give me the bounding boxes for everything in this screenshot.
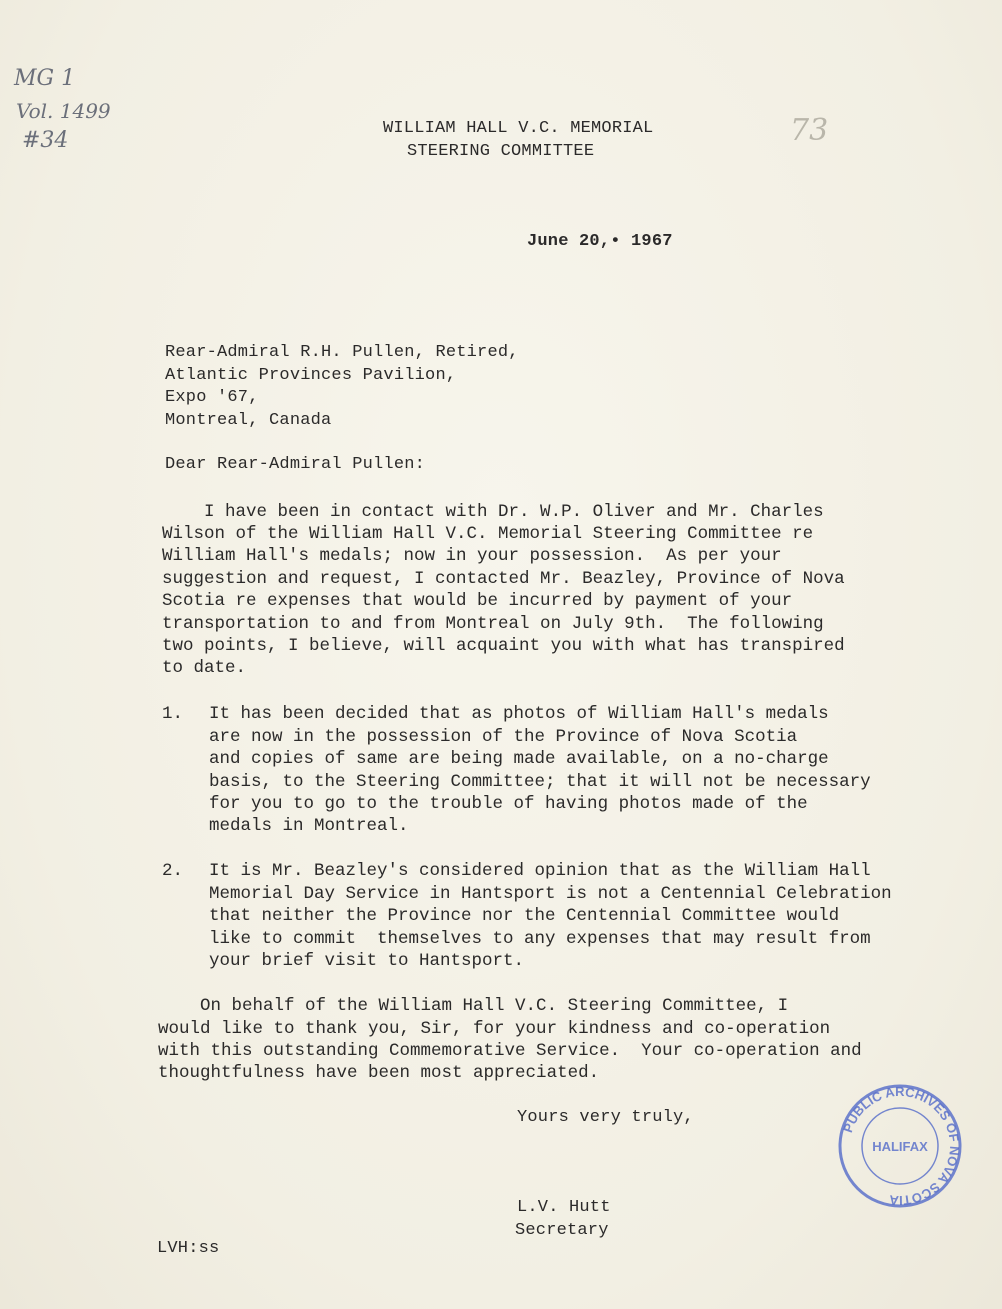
point-line: that neither the Province nor the Centennial Committee would (209, 906, 840, 926)
point-line: like to commit themselves to any expenses that may result from (209, 929, 871, 949)
paragraph-line: would like to thank you, Sir, for your kindness and co-operation (158, 1019, 831, 1039)
paragraph-line: two points, I believe, will acquaint you with what has transpired (162, 636, 845, 656)
valediction: Yours very truly, (517, 1108, 694, 1127)
point-line: It is Mr. Beazley's considered opinion that as the William Hall (209, 861, 871, 881)
point-number: 2. (162, 861, 184, 881)
signer-title: Secretary (515, 1221, 609, 1240)
reference-initials: LVH:ss (157, 1239, 220, 1258)
paragraph-line: I have been in contact with Dr. W.P. Oliver and Mr. Charles (162, 502, 824, 522)
paragraph-line: with this outstanding Commemorative Service. Your co-operation and (158, 1041, 862, 1061)
page-mark: 73 (790, 113, 829, 148)
salutation: Dear Rear-Admiral Pullen: (165, 455, 426, 474)
archive-note-line-2: Vol. 1499 (16, 99, 111, 123)
paragraph-line: William Hall's medals; now in your possession. As per your (162, 546, 782, 566)
point-number: 1. (162, 704, 184, 724)
stamp-ring-text: PUBLIC ARCHIVES OF NOVA SCOTIA (840, 1083, 963, 1209)
letterhead-line-1: WILLIAM HALL V.C. MEMORIAL (383, 119, 654, 138)
paragraph-line: suggestion and request, I contacted Mr. Beazley, Province of Nova (162, 569, 845, 589)
point-line: medals in Montreal. (209, 816, 409, 836)
paragraph-line: transportation to and from Montreal on July 9th. The following (162, 614, 824, 634)
paragraph-line: thoughtfulness have been most appreciated. (158, 1063, 600, 1083)
archive-stamp (836, 1082, 964, 1210)
point-line: Memorial Day Service in Hantsport is not a Centennial Celebration (209, 884, 892, 904)
paragraph-line: On behalf of the William Hall V.C. Steering Committee, I (158, 996, 789, 1016)
point-line: your brief visit to Hantsport. (209, 951, 525, 971)
paragraph-line: to date. (162, 658, 247, 678)
recipient-line: Expo '67, (165, 388, 259, 407)
signer-name: L.V. Hutt (517, 1198, 611, 1217)
archive-note-line-1: MG 1 (14, 66, 76, 91)
paragraph-line: Scotia re expenses that would be incurred by payment of your (162, 591, 793, 611)
letter-date: June 20,• 1967 (527, 232, 673, 251)
paragraph-line: Wilson of the William Hall V.C. Memorial Steering Committee re (162, 524, 814, 544)
stamp-city-text: HALIFAX (872, 1139, 928, 1154)
point-line: are now in the possession of the Province of Nova Scotia (209, 727, 798, 747)
recipient-line: Atlantic Provinces Pavilion, (165, 366, 457, 385)
archive-note-line-3: #34 (22, 128, 69, 153)
point-line: It has been decided that as photos of William Hall's medals (209, 704, 829, 724)
recipient-line: Rear-Admiral R.H. Pullen, Retired, (165, 343, 519, 362)
recipient-line: Montreal, Canada (165, 411, 332, 430)
point-line: and copies of same are being made available, on a no-charge (209, 749, 829, 769)
letterhead-line-2: STEERING COMMITTEE (407, 142, 595, 161)
point-line: for you to go to the trouble of having photos made of the (209, 794, 808, 814)
point-line: basis, to the Steering Committee; that it will not be necessary (209, 772, 871, 792)
